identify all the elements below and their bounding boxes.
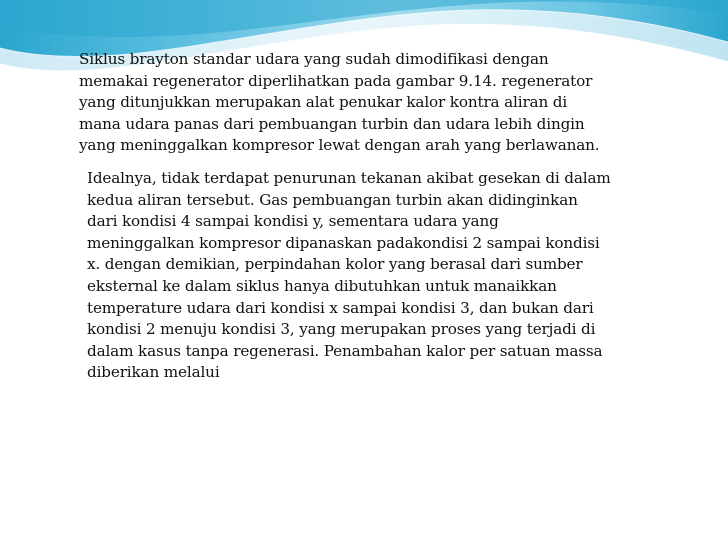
paragraph-2-line: Idealnya, tidak terdapat penurunan tekanan akibat gesekan di dalam: [87, 169, 611, 187]
paragraph-1-line: mana udara panas dari pembuangan turbin dan udara lebih dingin: [79, 114, 585, 133]
paragraph-2-line: dari kondisi 4 sampai kondisi y, sementara udara yang: [87, 212, 499, 231]
paragraph-2-line: dalam kasus tanpa regenerasi. Penambahan kalor per satuan massa: [87, 341, 603, 360]
paragraph-1: [79, 49, 599, 157]
paragraph-2-line: eksternal ke dalam siklus hanya dibutuhkan untuk manaikkan: [87, 276, 557, 295]
paragraph-1-line: memakai regenerator diperlihatkan pada gambar 9.14. regenerator: [79, 71, 593, 90]
paragraph-2-line: x. dengan demikian, perpindahan kolor yang berasal dari sumber: [87, 255, 583, 274]
paragraph-1-line: yang ditunjukkan merupakan alat penukar kalor kontra aliran di: [79, 93, 568, 112]
paragraph-1-line: yang meninggalkan kompresor lewat dengan arah yang berlawanan.: [79, 136, 600, 155]
paragraph-1-line: Siklus brayton standar udara yang sudah dimodifikasi dengan: [79, 50, 549, 68]
paragraph-2-line: kondisi 2 menuju kondisi 3, yang merupakan proses yang terjadi di: [87, 320, 596, 339]
paragraph-2: [87, 168, 611, 384]
paragraph-2-line: kedua aliran tersebut. Gas pembuangan turbin akan didinginkan: [87, 190, 578, 209]
paragraph-2-line: diberikan melalui: [87, 363, 220, 382]
paragraph-2-line: temperature udara dari kondisi x sampai kondisi 3, dan bukan dari: [87, 298, 594, 317]
paragraph-2-line: meninggalkan kompresor dipanaskan padakondisi 2 sampai kondisi: [87, 233, 600, 252]
